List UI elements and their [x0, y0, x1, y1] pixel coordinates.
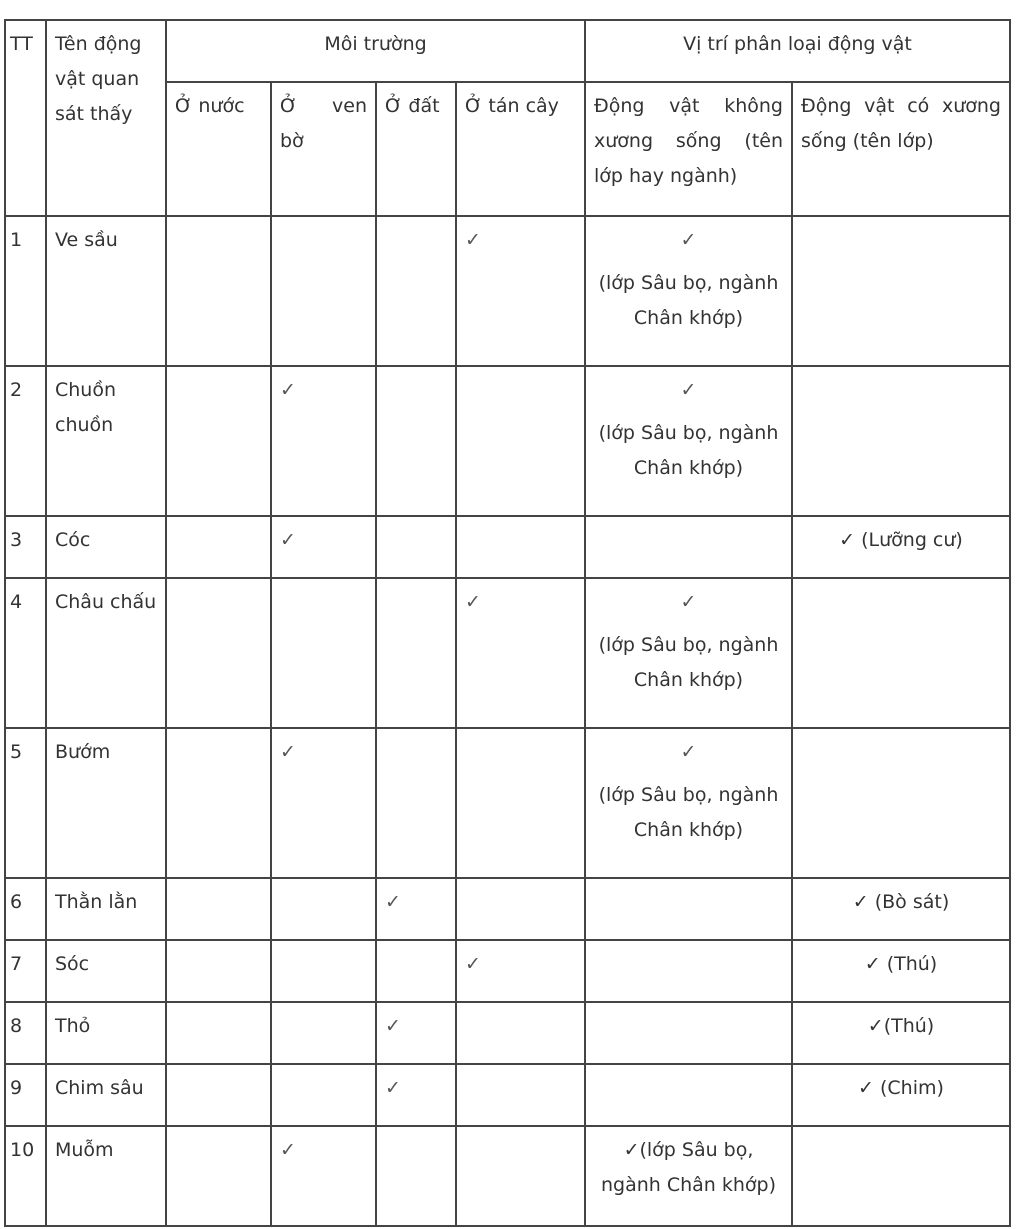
row-tt: 1 — [5, 216, 46, 366]
row-animal-name: Thằn lằn — [46, 878, 166, 940]
row-env-shore: ✓ — [271, 366, 376, 516]
row-animal-name: Cóc — [46, 516, 166, 578]
row-env-water — [166, 516, 271, 578]
row-env-land — [376, 1126, 456, 1226]
row-env-land: ✓ — [376, 1064, 456, 1126]
row-vertebrate: ✓ (Thú) — [792, 940, 1010, 1002]
row-env-canopy — [456, 1126, 585, 1226]
row-tt: 9 — [5, 1064, 46, 1126]
table-body — [5, 216, 1010, 1226]
row-vertebrate: ✓(Thú) — [792, 1002, 1010, 1064]
row-tt: 8 — [5, 1002, 46, 1064]
header-env-land: Ở đất — [376, 82, 456, 216]
table-row — [5, 878, 1010, 940]
row-vertebrate: ✓ (Chim) — [792, 1064, 1010, 1126]
row-tt: 10 — [5, 1126, 46, 1226]
row-env-canopy — [456, 1064, 585, 1126]
row-env-canopy: ✓ — [456, 216, 585, 366]
table-row — [5, 728, 1010, 878]
row-env-land — [376, 516, 456, 578]
row-env-land — [376, 366, 456, 516]
header-env-canopy: Ở tán cây — [456, 82, 585, 216]
header-environment: Môi trường — [166, 20, 585, 82]
row-invertebrate — [585, 878, 792, 940]
row-invertebrate — [585, 516, 792, 578]
row-env-canopy — [456, 728, 585, 878]
row-tt: 2 — [5, 366, 46, 516]
row-animal-name: Muỗm — [46, 1126, 166, 1226]
row-env-canopy — [456, 878, 585, 940]
row-vertebrate — [792, 1126, 1010, 1226]
header-env-shore-line2: bờ — [280, 130, 304, 152]
row-tt: 3 — [5, 516, 46, 578]
row-tt: 6 — [5, 878, 46, 940]
row-tt: 4 — [5, 578, 46, 728]
row-env-canopy — [456, 366, 585, 516]
row-env-canopy: ✓ — [456, 578, 585, 728]
row-invertebrate-check: ✓ — [680, 741, 697, 763]
table-row — [5, 1064, 1010, 1126]
row-env-land: ✓ — [376, 878, 456, 940]
row-invertebrate-text: (lớp Sâu bọ, ngành Chân khớp) — [598, 272, 779, 329]
header-tt: TT — [5, 20, 46, 216]
row-vertebrate — [792, 366, 1010, 516]
row-tt: 5 — [5, 728, 46, 878]
animal-observation-table — [4, 19, 1011, 1227]
row-vertebrate — [792, 216, 1010, 366]
row-animal-name: Thỏ — [46, 1002, 166, 1064]
row-env-water — [166, 728, 271, 878]
table-row — [5, 940, 1010, 1002]
row-env-water — [166, 578, 271, 728]
row-animal-name: Chim sâu — [46, 1064, 166, 1126]
header-env-shore-word2: ven — [332, 95, 367, 117]
row-animal-name: Bướm — [46, 728, 166, 878]
row-env-canopy: ✓ — [456, 940, 585, 1002]
header-env-water: Ở nước — [166, 82, 271, 216]
table-row — [5, 366, 1010, 516]
row-env-water — [166, 878, 271, 940]
table-row — [5, 1126, 1010, 1226]
row-env-land — [376, 216, 456, 366]
row-invertebrate — [585, 1002, 792, 1064]
row-invertebrate-text: (lớp Sâu bọ, ngành Chân khớp) — [598, 422, 779, 479]
row-env-canopy — [456, 1002, 585, 1064]
row-env-shore — [271, 578, 376, 728]
table-row — [5, 216, 1010, 366]
row-env-land: ✓ — [376, 1002, 456, 1064]
row-invertebrate — [585, 216, 792, 366]
row-env-shore — [271, 1002, 376, 1064]
row-invertebrate-text: (lớp Sâu bọ, ngành Chân khớp) — [598, 634, 779, 691]
row-invertebrate — [585, 1064, 792, 1126]
row-animal-name: Châu chấu — [46, 578, 166, 728]
table-row — [5, 578, 1010, 728]
table-row — [5, 1002, 1010, 1064]
header-vertebrate: Động vật có xương sống (tên lớp) — [792, 82, 1010, 216]
row-env-land — [376, 578, 456, 728]
table-row — [5, 516, 1010, 578]
row-env-water — [166, 1002, 271, 1064]
header-env-shore-word1: Ở — [280, 95, 298, 117]
row-invertebrate — [585, 366, 792, 516]
row-invertebrate — [585, 1126, 792, 1226]
row-invertebrate-check: ✓ — [680, 591, 697, 613]
row-env-canopy — [456, 516, 585, 578]
row-env-shore — [271, 1064, 376, 1126]
row-invertebrate-text: ✓(lớp Sâu bọ, ngành Chân khớp) — [600, 1139, 777, 1196]
row-vertebrate: ✓ (Lưỡng cư) — [792, 516, 1010, 578]
row-invertebrate — [585, 728, 792, 878]
row-env-water — [166, 1064, 271, 1126]
row-env-water — [166, 940, 271, 1002]
row-vertebrate — [792, 728, 1010, 878]
row-env-shore: ✓ — [271, 1126, 376, 1226]
row-animal-name: Sóc — [46, 940, 166, 1002]
table-wrapper — [4, 19, 1011, 1227]
row-invertebrate-text: (lớp Sâu bọ, ngành Chân khớp) — [598, 784, 779, 841]
row-animal-name: Chuồn chuồn — [46, 366, 166, 516]
row-tt: 7 — [5, 940, 46, 1002]
row-invertebrate-check: ✓ — [680, 229, 697, 251]
row-invertebrate — [585, 940, 792, 1002]
row-invertebrate — [585, 578, 792, 728]
header-animal-name: Tên động vật quan sát thấy — [46, 20, 166, 216]
row-env-water — [166, 1126, 271, 1226]
row-env-shore: ✓ — [271, 516, 376, 578]
row-env-land — [376, 940, 456, 1002]
row-vertebrate: ✓ (Bò sát) — [792, 878, 1010, 940]
row-env-land — [376, 728, 456, 878]
header-env-shore — [271, 82, 376, 216]
row-invertebrate-check: ✓ — [680, 379, 697, 401]
row-env-shore: ✓ — [271, 728, 376, 878]
header-classification: Vị trí phân loại động vật — [585, 20, 1010, 82]
row-env-water — [166, 366, 271, 516]
row-animal-name: Ve sầu — [46, 216, 166, 366]
row-vertebrate — [792, 578, 1010, 728]
row-env-shore — [271, 878, 376, 940]
header-env-shore-line1 — [280, 89, 367, 124]
row-env-water — [166, 216, 271, 366]
row-env-shore — [271, 216, 376, 366]
row-env-shore — [271, 940, 376, 1002]
header-invertebrate: Động vật không xương sống (tên lớp hay ngành) — [585, 82, 792, 216]
